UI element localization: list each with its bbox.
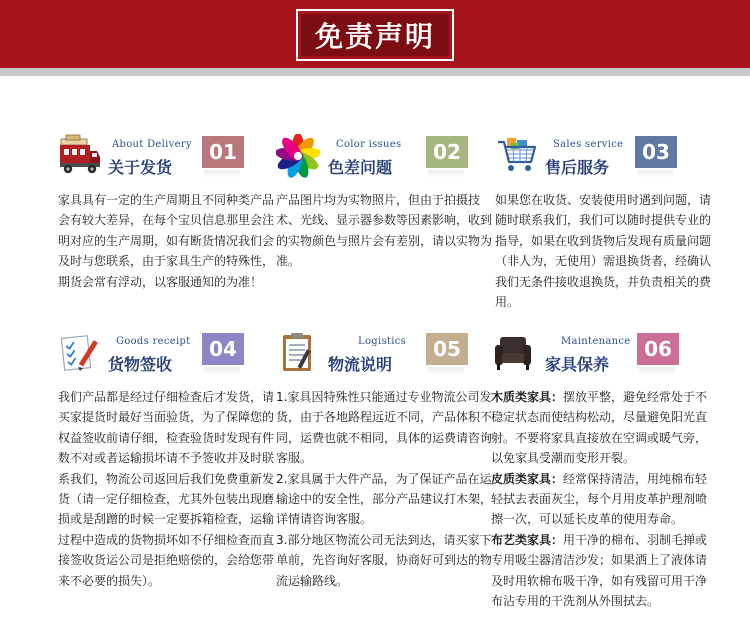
section-maintenance: [491, 327, 713, 611]
section-number-badge: 05: [426, 333, 468, 365]
title-frame: [296, 9, 454, 61]
section-header: [495, 130, 715, 182]
section-body: [58, 190, 278, 292]
section-body: [491, 387, 713, 611]
section-body: [276, 190, 496, 272]
section-header: [491, 327, 713, 379]
care-item-label: 布艺类家具：: [491, 532, 564, 547]
care-item-text: 摆放平整，避免经常处于不稳定状态而使结构松动，尽量避免阳光直射。不要将家具直接放在空调或暖气旁，以免家具受潮而变形开裂。: [491, 390, 708, 466]
section-title-zh: 售后服务: [545, 158, 610, 177]
section-title-en: About Delivery: [112, 139, 192, 150]
care-item-wood: [491, 387, 713, 469]
section-text-line: 1.家具因特殊性只能通过专业物流公司发货，由于各地路程远近不同，产品体积不同，运费也就不相同，具体的运费请咨询客服。: [276, 390, 493, 466]
armchair-icon: [491, 331, 535, 375]
section-header: [58, 130, 278, 182]
shopping-cart-icon: [495, 134, 539, 178]
section-text-line: 3.部分地区物流公司无法到达，请买家下单前，先咨询好客服，协商好可到达的物流运输路线。: [276, 532, 493, 588]
section-number-badge: 02: [426, 136, 468, 168]
care-item-leather: [491, 469, 713, 530]
section-title-zh: 色差问题: [328, 158, 393, 177]
section-title-en: Color issues: [336, 139, 402, 150]
section-number-badge: 01: [202, 136, 244, 168]
care-item-text: 经常保持清洁，用纯棉布轻轻拭去表面灰尘，每个月用皮革护理剂喷擦一次，可以延长皮革的使用寿命。: [491, 471, 708, 527]
section-text: 产品图片均为实物照片，但由于拍摄技术、光线、显示器参数等因素影响，收到的实物颜色与照片会有差别，请以实物为准。: [276, 193, 493, 269]
clipboard-icon: [276, 331, 320, 375]
section-body: [495, 190, 715, 312]
checklist-pen-icon: [58, 331, 102, 375]
section-title-en: Maintenance: [561, 336, 631, 347]
care-item-text: 用干净的棉布、羽制毛掸或专用吸尘器清洁沙发；如果洒上了液体请及时用软棉布吸干净，如有残留可用干净布沾专用的干洗剂从外围拭去。: [491, 532, 708, 609]
section-title-en: Goods receipt: [116, 336, 191, 347]
section-body: [276, 387, 496, 591]
section-text-line: 2.家具属于大件产品，为了保证产品在运输途中的安全性，部分产品建议打木架，详情请咨询客服。: [276, 471, 493, 527]
care-item-fabric: [491, 530, 713, 612]
page-title: 免责声明: [301, 14, 449, 56]
header-banner: [0, 0, 750, 68]
section-title-en: Sales service: [553, 139, 624, 150]
section-title-zh: 关于发货: [108, 158, 173, 177]
header-divider: [0, 68, 750, 76]
section-header: [276, 130, 496, 182]
section-text: 家具具有一定的生产周期且不同种类产品会有较大差异，在每个宝贝信息那里会注明对应的生产周期，如有断货情况我们会及时与您联系，由于家具生产的特殊性，期货会常有浮动，以客服通知的为准！: [58, 193, 275, 289]
section-goods-receipt: [58, 327, 278, 591]
section-title-en: Logistics: [358, 336, 407, 347]
color-wheel-icon: [276, 134, 320, 178]
section-title-zh: 货物签收: [108, 355, 173, 374]
section-sales-service: [495, 130, 715, 312]
section-number-badge: 04: [202, 333, 244, 365]
section-header: [58, 327, 278, 379]
section-header: [276, 327, 496, 379]
section-number-badge: 03: [635, 136, 677, 168]
section-text: 我们产品都是经过仔细检查后才发货，请买家提货时最好当面验货，为了保障您的权益签收前请仔细，检查验货时发现有件数不对或者运输损坏请不予签收并及时联系我们，物流公司返回后我们免费重新发货（请一定仔细检查，尤其外包装出现磨损或是刮蹭的时候一定要拆箱检查，运输过程中造成的货物损坏如不仔细检查而直接签收货运公司是拒绝赔偿的，会给您带来不必要的损失）。: [58, 390, 275, 588]
section-color-issues: [276, 130, 496, 272]
care-item-label: 皮质类家具：: [491, 471, 564, 486]
section-number-badge: 06: [637, 333, 679, 365]
section-logistics: [276, 327, 496, 591]
delivery-truck-icon: [58, 134, 102, 178]
section-title-zh: 物流说明: [328, 355, 393, 374]
care-item-label: 木质类家具：: [491, 390, 564, 404]
section-title-zh: 家具保养: [545, 355, 610, 374]
section-delivery: [58, 130, 278, 292]
section-body: [58, 387, 278, 591]
section-text: 如果您在收货、安装使用时遇到问题，请随时联系我们，我们可以随时提供专业的指导，如果在收到货物后发现有质量问题（非人为，无使用）需退换货者，经确认我们无条件接收退换货，并负责相关的费用。: [495, 193, 712, 310]
